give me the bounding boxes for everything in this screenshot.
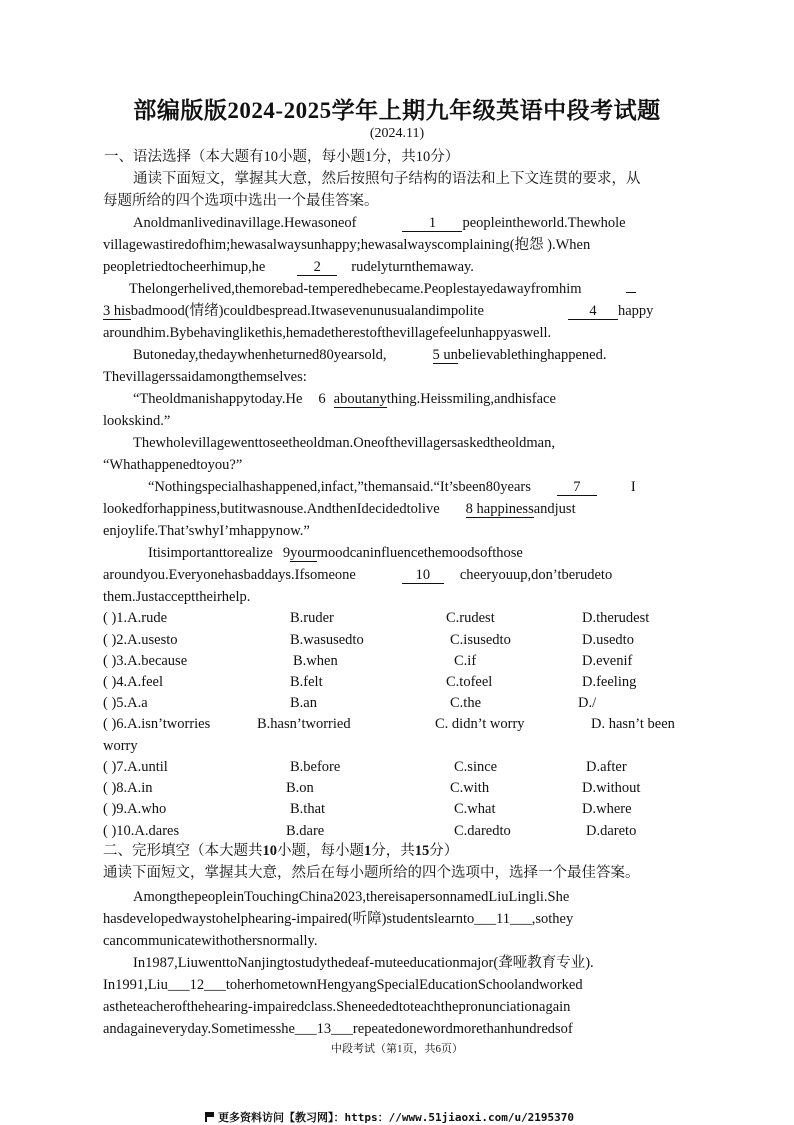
blank-3-line <box>626 292 636 293</box>
passage-line <box>129 280 636 298</box>
passage-text: happy <box>617 303 654 319</box>
passage-line <box>103 302 653 320</box>
passage-text: peopleintheworld.Thewhole <box>462 215 626 231</box>
question-7-c: C.since <box>454 759 498 775</box>
passage-text: moodcaninfluencethemoodsofthose <box>316 545 523 561</box>
question-3-d: D.evenif <box>582 653 633 669</box>
passage-text: Thelongerhelived,themorebad-temperedhebecame.Peoplestayedawayfromhim <box>129 281 582 297</box>
passage-line: astheteacherofthehearing-impairedclass.Sheneededtoteachthepronunciationagain <box>103 999 571 1015</box>
question-4-d: D.feeling <box>582 674 637 690</box>
question-6-b: B.hasn’tworried <box>257 716 351 732</box>
question-2-d: D.usedto <box>582 632 634 648</box>
passage-line: AmongthepeopleinTouchingChina2023,thereisapersonnamedLiuLingli.She <box>133 889 570 905</box>
passage-line: In1991,Liu___12___toherhometownHengyangSpecialEducationSchoolandworked <box>103 977 583 993</box>
question-5-d: D./ <box>578 695 597 711</box>
question-5-c: C.the <box>450 695 482 711</box>
question-5-b: B.an <box>290 695 317 711</box>
question-4-b: B.felt <box>290 674 323 690</box>
question-10-c: C.daredto <box>454 823 511 839</box>
blank-7: 7 <box>557 479 597 496</box>
question-5-a: ( )5.A.a <box>103 695 148 711</box>
question-8-c: C.with <box>450 780 490 796</box>
page-title: 部编版版2024-2025学年上期九年级英语中段考试题 <box>133 98 661 123</box>
passage-line: them.Justaccepttheirhelp. <box>103 589 251 605</box>
blank-10: 10 <box>402 567 444 584</box>
passage-text: Anoldmanlivedinavillage.Hewasoneof <box>133 215 357 231</box>
blank-8: 8 happiness <box>465 501 534 517</box>
passage-text: believablethinghappened. <box>457 347 607 363</box>
passage-text: aboutany <box>333 391 387 407</box>
passage-text: peopletriedtocheerhimup,he <box>103 259 266 275</box>
question-9-d: D.where <box>582 801 632 817</box>
passage-line: Thevillagerssaidamongthemselves: <box>103 369 307 385</box>
question-7-d: D.after <box>586 759 627 775</box>
passage-line <box>103 500 576 518</box>
blank-2: 2 <box>297 259 337 276</box>
passage-text: rudelyturnthemaway. <box>351 259 474 275</box>
section2-instruction: 通读下面短文，掌握其大意，然后在每小题所给的四个选项中，选择一个最佳答案。 <box>103 865 640 881</box>
passage-line: andagaineveryday.Sometimesshe___13___repeatedonewordmorethanhundredsof <box>103 1021 573 1037</box>
question-2-b: B.wasusedto <box>290 632 364 648</box>
passage-line <box>133 390 556 408</box>
promo-link[interactable] <box>205 1109 574 1125</box>
passage-text: “Theoldmanishappytoday.He <box>133 391 303 407</box>
passage-line <box>133 346 607 364</box>
question-2-c: C.isusedto <box>450 632 511 648</box>
passage-text: lookedforhappiness,butitwasnouse.AndthenIdecidedtolive <box>103 501 440 517</box>
question-8-d: D.without <box>582 780 641 796</box>
passage-line: enjoylife.That’swhyI’mhappynow.” <box>103 523 310 539</box>
passage-line: “Whathappenedtoyou?” <box>103 457 243 473</box>
promo-link-text: 更多资料访问【教习网】：https：//www.51jiaoxi.com/u/2195370 <box>218 1111 575 1124</box>
question-7-b: B.before <box>290 759 341 775</box>
passage-line: villagewastiredofhim;hewasalwaysunhappy;hewasalwayscomplaining(抱怨 ).When <box>103 237 591 253</box>
question-10-a: ( )10.A.dares <box>103 823 180 839</box>
passage-line: lookskind.” <box>103 413 171 429</box>
question-4-a: ( )4.A.feel <box>103 674 163 690</box>
question-8-b: B.on <box>286 780 314 796</box>
passage-text: badmood(情绪)couldbespread.Itwasevenunusualandimpolite <box>130 303 484 319</box>
passage-line <box>148 478 636 496</box>
passage-text: Butoneday,thedaywhenheturned80yearsold, <box>133 347 387 363</box>
passage-line <box>103 258 474 276</box>
question-6-a: ( )6.A.isn’tworries <box>103 716 211 732</box>
section2-heading: 二、完形填空（本大题共10小题，每小题1分，共15分） <box>103 843 459 859</box>
passage-text: thing.Heissmiling,andhisface <box>386 391 556 407</box>
question-3-b: B.when <box>293 653 338 669</box>
passage-line <box>103 566 612 584</box>
section1-heading: 一、语法选择（本大题有10小题，每小题1分，共10分） <box>104 149 460 165</box>
passage-line <box>148 544 523 562</box>
question-8-a: ( )8.A.in <box>103 780 153 796</box>
question-2-a: ( )2.A.usesto <box>103 632 178 648</box>
section1-instruction-2: 每题所给的四个选项中选出一个最佳答案。 <box>103 193 379 209</box>
passage-line: In1987,LiuwenttoNanjingtostudythedeaf-muteeducationmajor(聋哑教育专业). <box>133 955 594 971</box>
blank-9: 9 <box>282 545 291 561</box>
page-footer: 中段考试（第1页，共6页） <box>331 1043 463 1055</box>
exam-date: (2024.11) <box>369 126 425 141</box>
blank-4: 4 <box>568 303 618 320</box>
passage-text: cheeryouup,don’tberudeto <box>459 567 613 583</box>
blank-5: 5 un <box>432 347 458 363</box>
question-6-d: D. hasn’t been <box>591 716 675 732</box>
blank-6: 6 <box>318 391 326 407</box>
passage-text: “Nothingspecialhashappened,infact,”themansaid.“It’sbeen80years <box>148 479 531 495</box>
question-9-a: ( )9.A.who <box>103 801 167 817</box>
question-1-d: D.therudest <box>582 610 650 626</box>
section1-instruction-1: 通读下面短文，掌握其大意，然后按照句子结构的语法和上下文连贯的要求，从 <box>133 171 641 187</box>
question-6-c: C. didn’t worry <box>435 716 525 732</box>
blank-3: 3 his <box>103 303 131 319</box>
question-3-a: ( )3.A.because <box>103 653 188 669</box>
question-6-d-wrap: worry <box>103 738 138 754</box>
question-3-c: C.if <box>454 653 477 669</box>
passage-line: cancommunicatewithothersnormally. <box>103 933 318 949</box>
question-9-c: C.what <box>454 801 496 817</box>
blank-1: 1 <box>402 215 462 232</box>
passage-line: aroundhim.Bybehavinglikethis,hemadetherestofthevillagefeelunhappyaswell. <box>103 325 552 341</box>
question-7-a: ( )7.A.until <box>103 759 168 775</box>
passage-line: Thewholevillagewenttoseetheoldman.Oneofthevillagersaskedtheoldman, <box>133 435 555 451</box>
passage-line: hasdevelopedwaystohelphearing-impaired(听障)studentslearnto___11___,sothey <box>103 911 574 927</box>
passage-text: aroundyou.Everyonehasbaddays.Ifsomeone <box>103 567 356 583</box>
passage-text: your <box>290 545 317 561</box>
question-10-d: D.dareto <box>586 823 637 839</box>
question-4-c: C.tofeel <box>446 674 493 690</box>
passage-line <box>133 214 626 232</box>
question-10-b: B.dare <box>286 823 325 839</box>
passage-text: andjust <box>533 501 576 517</box>
question-1-a: ( )1.A.rude <box>103 610 168 626</box>
question-9-b: B.that <box>290 801 326 817</box>
passage-text: I <box>630 479 636 495</box>
passage-text: Itisimportanttorealize <box>148 545 273 561</box>
flag-icon <box>205 1112 214 1122</box>
question-1-b: B.ruder <box>290 610 334 626</box>
question-1-c: C.rudest <box>446 610 495 626</box>
